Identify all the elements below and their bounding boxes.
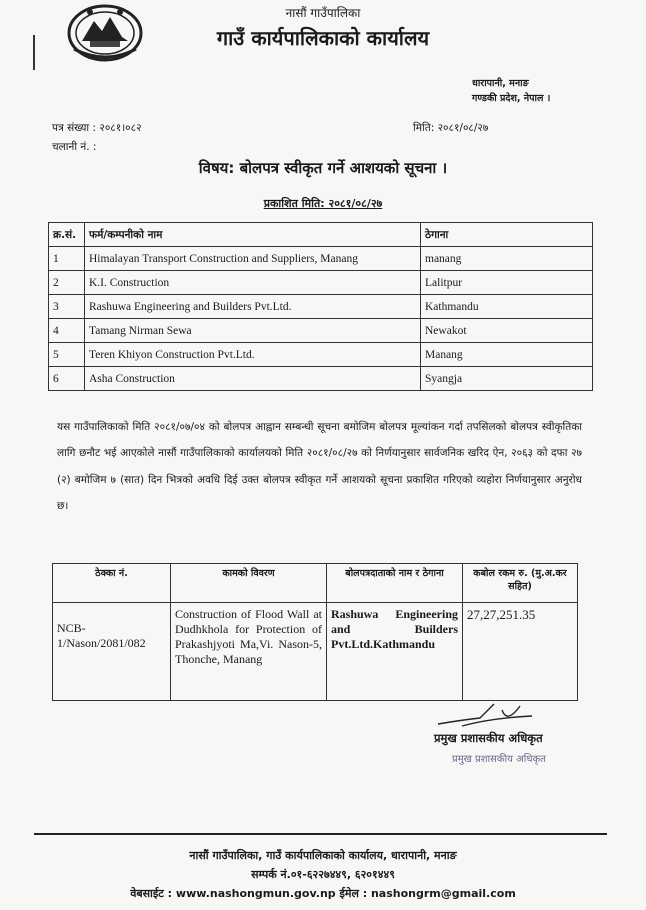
official-stamp: प्रमुख प्रशासकीय अधिकृत: [452, 754, 546, 765]
cell-address: Manang: [421, 343, 593, 367]
col-bid-amount: कबोल रकम रु. (मु.अ.कर सहित): [463, 564, 578, 603]
table-row: [49, 295, 593, 319]
signatory-title: प्रमुख प्रशासकीय अधिकृत: [434, 731, 543, 745]
col-work-description: कामको विवरण: [171, 564, 327, 603]
footer-office-address: नासौं गाउँपालिका, गाउँ कार्यपालिकाको कार्यालय, धारापानी, मनाङ: [189, 849, 457, 862]
table-row: [53, 603, 578, 701]
table-row: [49, 247, 593, 271]
cell-address: Syangja: [421, 367, 593, 391]
notice-subject: विषय: बोलपत्र स्वीकृत गर्ने आशयको सूचना ।: [198, 159, 448, 177]
published-date: प्रकाशित मिति: २०८१/०८/२७: [263, 197, 383, 210]
cell-firm-name: Asha Construction: [85, 367, 421, 391]
table-row: [49, 367, 593, 391]
cell-serial: 1: [49, 247, 85, 271]
cell-serial: 2: [49, 271, 85, 295]
address-line-2: गण्डकी प्रदेश, नेपाल ।: [472, 93, 551, 104]
cell-bid-amount: 27,27,251.35: [463, 603, 578, 701]
col-firm-name: फर्म/कम्पनीको नाम: [85, 223, 421, 247]
contract-table: [52, 563, 578, 701]
notice-paragraph: यस गाउँपालिकाको मिति २०८१/०७/०४ को बोलपत्र आह्वान सम्बन्धी सूचना बमोजिम बोलपत्र मूल्यांकन गर्दा तपसिलको बोलपत्र स्वीकृतिका लागि छनौट भई आएकोले नासौं गाउँपालिकाको कार्यालयको मिति २०८१/०८/२७ को निर्णयानुसार सार्वजनिक खरिद ऐन, २०६३ को दफा २७ (२) बमोजिम ७ (सात) दिन भित्रको अवधि दिई उक्त बोलपत्र स्वीकृत गर्ने आशयको सूचना प्रकाशित गरिएको व्यहोरा निर्णयानुसार अनुरोध छ।: [57, 421, 582, 512]
cell-firm-name: Rashuwa Engineering and Builders Pvt.Ltd.: [85, 295, 421, 319]
letter-date: मिति: २०८१/०८/२७: [413, 122, 489, 134]
signature: [432, 700, 542, 730]
table-row: [49, 271, 593, 295]
cell-serial: 4: [49, 319, 85, 343]
footer-web-email: वेबसाईट : www.nashongmun.gov.np ईमेल : nashongrm@gmail.com: [130, 887, 516, 900]
cell-address: manang: [421, 247, 593, 271]
footer-divider: [34, 833, 607, 835]
cell-address: Kathmandu: [421, 295, 593, 319]
col-serial: क्र.सं.: [49, 223, 85, 247]
cell-bidder: Rashuwa Engineering and Builders Pvt.Ltd.Kathmandu: [327, 603, 463, 701]
cell-contract-number: NCB-1/Nason/2081/082: [53, 603, 171, 701]
cell-firm-name: K.I. Construction: [85, 271, 421, 295]
cell-address: Lalitpur: [421, 271, 593, 295]
contract-table-header: [53, 564, 578, 603]
cell-serial: 6: [49, 367, 85, 391]
col-contract-number: ठेक्का नं.: [53, 564, 171, 603]
cell-address: Newakot: [421, 319, 593, 343]
cell-work-description: Construction of Flood Wall at Dudhkhola for Protection of Prakashjyoti Ma,Vi. Nason-5, Thonche, Manang: [171, 603, 327, 701]
firms-table: [48, 222, 593, 391]
table-row: [49, 343, 593, 367]
table-row: [49, 319, 593, 343]
office-name-title: गाउँ कार्यपालिकाको कार्यालय: [216, 26, 430, 50]
cell-serial: 3: [49, 295, 85, 319]
cell-serial: 5: [49, 343, 85, 367]
cell-firm-name: Tamang Nirman Sewa: [85, 319, 421, 343]
office-name-small: नासौं गाउँपालिका: [285, 6, 361, 20]
firms-table-header: [49, 223, 593, 247]
col-address: ठेगाना: [421, 223, 593, 247]
dispatch-number: चलानी नं. :: [52, 141, 97, 153]
address-line-1: धारापानी, मनाङ: [472, 78, 529, 89]
cell-firm-name: Himalayan Transport Construction and Suppliers, Manang: [85, 247, 421, 271]
col-bidder: बोलपत्रदाताको नाम र ठेगाना: [327, 564, 463, 603]
cell-firm-name: Teren Khiyon Construction Pvt.Ltd.: [85, 343, 421, 367]
footer-contact: सम्पर्क नं.०१-६२२७४४९, ६२०१४४९: [251, 868, 395, 881]
letter-number: पत्र संख्या : २०८१।०८२: [52, 122, 142, 134]
